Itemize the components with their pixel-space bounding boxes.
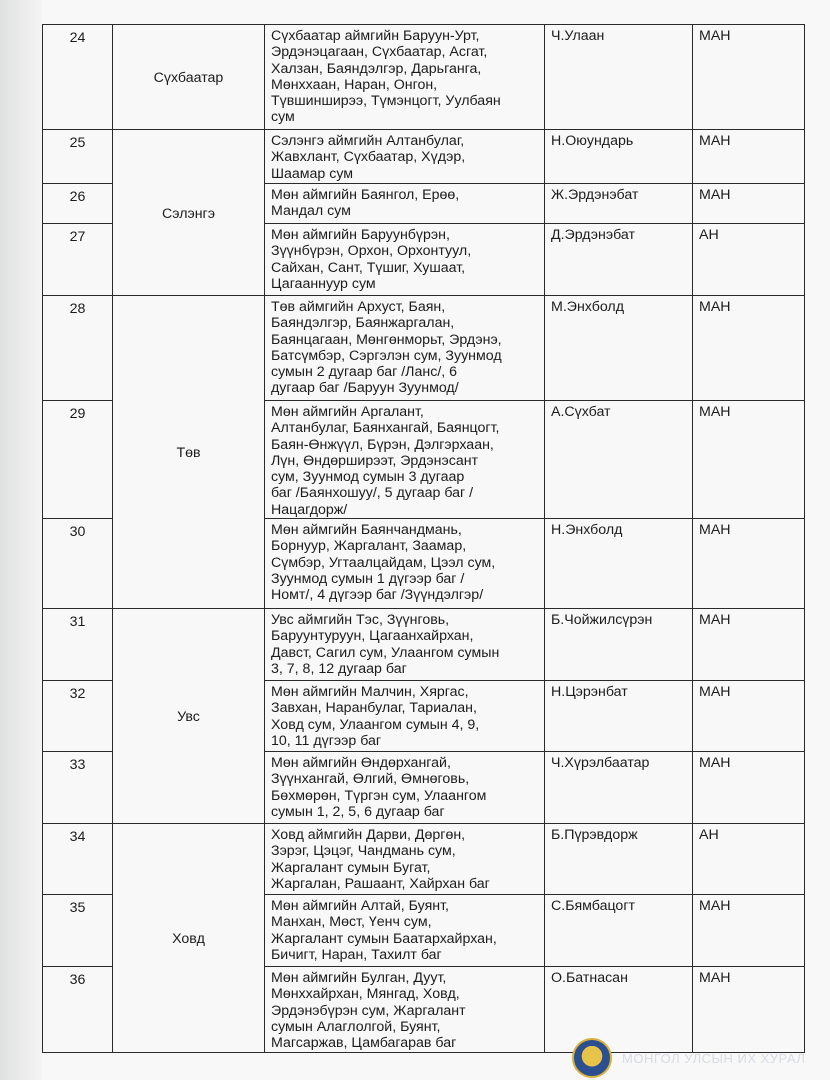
table-row xyxy=(43,296,805,401)
parliament-watermark xyxy=(572,1036,830,1080)
table-row xyxy=(43,824,805,895)
row-number: 27 xyxy=(43,224,113,296)
member-name: Н.Оюундарь xyxy=(545,130,693,184)
district-area: Сүхбаатар аймгийн Баруун-Урт, Эрдэнэцагаан, Сүхбаатар, Асгат, Халзан, Баяндэлгэр, Дарьганга, Мөнххаан, Наран, Онгон, Түвшинширээ, Түмэнцогт, Уулбаян сум xyxy=(265,25,545,130)
row-number: 29 xyxy=(43,401,113,519)
district-area: Ховд аймгийн Дарви, Дөргөн, Зэрэг, Цэцэг, Чандмань сум, Жаргалант сумын Бугат, Жаргалан, Рашаант, Хайрхан баг xyxy=(265,824,545,895)
party-name: МАН xyxy=(693,184,805,224)
party-name: МАН xyxy=(693,130,805,184)
member-name: Н.Энхболд xyxy=(545,519,693,609)
member-name: О.Батнасан xyxy=(545,967,693,1053)
state-emblem-icon xyxy=(572,1038,612,1078)
party-name: МАН xyxy=(693,296,805,401)
party-name: МАН xyxy=(693,895,805,967)
row-number: 30 xyxy=(43,519,113,609)
row-number: 32 xyxy=(43,681,113,752)
row-number: 35 xyxy=(43,895,113,967)
district-area: Мөн аймгийн Малчин, Хяргас, Завхан, Наранбулаг, Тариалан, Ховд сум, Улаангом сумын 4, 9, 10, 11 дүгээр баг xyxy=(265,681,545,752)
member-name: Ч.Улаан xyxy=(545,25,693,130)
aimag-name: Сүхбаатар xyxy=(113,25,265,130)
table-row xyxy=(43,609,805,681)
party-name: МАН xyxy=(693,752,805,824)
district-area: Мөн аймгийн Баянчандмань, Борнуур, Жаргалант, Заамар, Сүмбэр, Угтаалцайдам, Цээл сум, Зуунмод сумын 1 дүгээр баг / Номт/, 4 дүгээр баг /Зүүндэлгэр/ xyxy=(265,519,545,609)
row-number: 25 xyxy=(43,130,113,184)
district-area: Мөн аймгийн Булган, Дуут, Мөнххайрхан, Мянгад, Ховд, Эрдэнэбүрэн сум, Жаргалант сумын Алаглолгой, Буянт, Магсаржав, Цамбагарав баг xyxy=(265,967,545,1053)
aimag-name: Сэлэнгэ xyxy=(113,130,265,296)
party-name: МАН xyxy=(693,401,805,519)
row-number: 24 xyxy=(43,25,113,130)
row-number: 26 xyxy=(43,184,113,224)
member-name: А.Сүхбат xyxy=(545,401,693,519)
member-name: С.Бямбацогт xyxy=(545,895,693,967)
district-area: Мөн аймгийн Өндөрхангай, Зүүнхангай, Өлгий, Өмнөговь, Бөхмөрөн, Түргэн сум, Улаангом сумын 1, 2, 5, 6 дугаар баг xyxy=(265,752,545,824)
member-name: Ж.Эрдэнэбат xyxy=(545,184,693,224)
district-area: Мөн аймгийн Аргалант, Алтанбулаг, Баянхангай, Баянцогт, Баян-Өнжүүл, Бүрэн, Дэлгэрхаан, Лүн, Өндөрширээт, Эрдэнэсант сум, Зуунмод сумын 3 дугаар баг /Баянхошуу/, 5 дугаар баг / Нацагдорж/ xyxy=(265,401,545,519)
member-name: М.Энхболд xyxy=(545,296,693,401)
party-name: МАН xyxy=(693,519,805,609)
party-name: МАН xyxy=(693,609,805,681)
row-number: 34 xyxy=(43,824,113,895)
member-name: Д.Эрдэнэбат xyxy=(545,224,693,296)
district-area: Сэлэнгэ аймгийн Алтанбулаг, Жавхлант, Сүхбаатар, Хүдэр, Шаамар сум xyxy=(265,130,545,184)
watermark-text: МОНГОЛ УЛСЫН ИХ ХУРАЛ xyxy=(622,1050,806,1066)
row-number: 33 xyxy=(43,752,113,824)
aimag-name: Ховд xyxy=(113,824,265,1053)
party-name: МАН xyxy=(693,967,805,1053)
table-row xyxy=(43,130,805,184)
constituency-table xyxy=(42,24,805,1053)
party-name: МАН xyxy=(693,681,805,752)
district-area: Мөн аймгийн Алтай, Буянт, Манхан, Мөст, Үенч сум, Жаргалант сумын Баатархайрхан, Бичигт, Наран, Тахилт баг xyxy=(265,895,545,967)
aimag-name: Увс xyxy=(113,609,265,824)
row-number: 31 xyxy=(43,609,113,681)
member-name: Б.Чойжилсүрэн xyxy=(545,609,693,681)
row-number: 36 xyxy=(43,967,113,1053)
party-name: АН xyxy=(693,824,805,895)
table-row xyxy=(43,25,805,130)
party-name: АН xyxy=(693,224,805,296)
aimag-name: Төв xyxy=(113,296,265,609)
member-name: Ч.Хүрэлбаатар xyxy=(545,752,693,824)
district-area: Увс аймгийн Тэс, Зүүнговь, Баруунтуруун, Цагаанхайрхан, Давст, Сагил сум, Улаангом сумын 3, 7, 8, 12 дугаар баг xyxy=(265,609,545,681)
district-area: Мөн аймгийн Баянгол, Ерөө, Мандал сум xyxy=(265,184,545,224)
member-name: Н.Цэрэнбат xyxy=(545,681,693,752)
party-name: МАН xyxy=(693,25,805,130)
row-number: 28 xyxy=(43,296,113,401)
page-edge-shadow xyxy=(0,0,42,1080)
district-area: Төв аймгийн Архуст, Баян, Баяндэлгэр, Баянжаргалан, Баянцагаан, Мөнгөнморьт, Эрдэнэ, Батсүмбэр, Сэргэлэн сум, Зуунмод сумын 2 дугаар баг /Ланс/, 6 дугаар баг /Баруун Зуунмод/ xyxy=(265,296,545,401)
member-name: Б.Пүрэвдорж xyxy=(545,824,693,895)
district-area: Мөн аймгийн Баруунбүрэн, Зүүнбүрэн, Орхон, Орхонтуул, Сайхан, Сант, Түшиг, Хушаат, Цагааннуур сум xyxy=(265,224,545,296)
